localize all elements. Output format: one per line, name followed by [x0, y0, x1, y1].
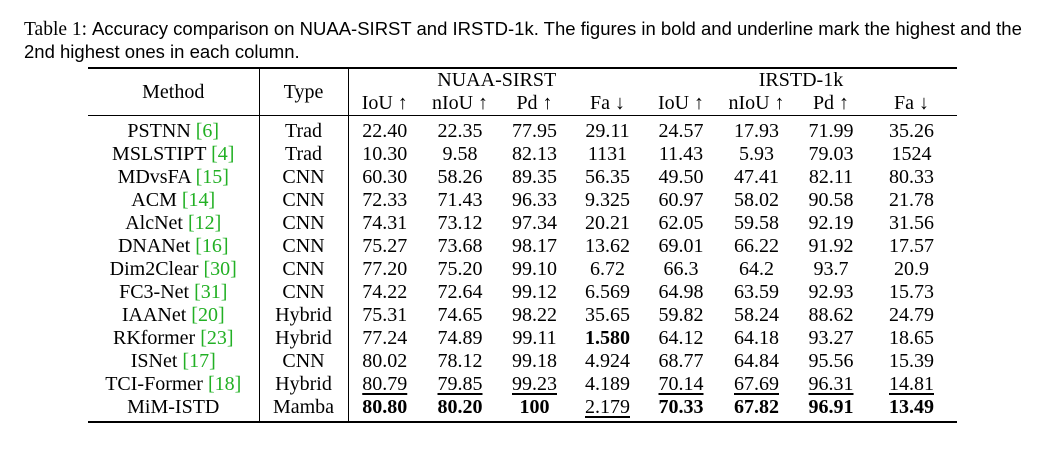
- value-text: 74.31: [362, 212, 408, 234]
- value-text: 80.20: [437, 396, 483, 418]
- value-text: 73.12: [437, 212, 483, 234]
- value-text: 71.99: [808, 120, 854, 142]
- type-cell: Trad: [259, 116, 348, 143]
- value-cell: [645, 166, 717, 189]
- method-cell: [88, 350, 259, 373]
- method-cell: [88, 235, 259, 258]
- value-cell: [796, 304, 866, 327]
- citation-link[interactable]: [23]: [200, 327, 234, 349]
- value-cell: [866, 189, 957, 212]
- value-cell: [866, 373, 957, 396]
- value-cell: [866, 304, 957, 327]
- value-cell: [717, 235, 796, 258]
- value-cell: [570, 350, 645, 373]
- method-cell: [88, 396, 259, 422]
- method-cell: [88, 304, 259, 327]
- citation-link[interactable]: [4]: [211, 143, 235, 165]
- type-cell: CNN: [259, 166, 348, 189]
- value-text: 58.26: [437, 166, 483, 188]
- value-text: 6.72: [590, 258, 625, 280]
- value-text: 91.92: [808, 235, 854, 257]
- value-text: 80.33: [889, 166, 934, 188]
- value-text: 80.80: [362, 396, 408, 418]
- table-caption: [24, 18, 1024, 64]
- value-cell: [717, 396, 796, 422]
- metric-header: IoU ↑: [657, 92, 705, 114]
- value-text: 100: [519, 396, 550, 418]
- value-text: 88.62: [808, 304, 854, 326]
- value-text: 59.58: [734, 212, 779, 234]
- value-text: 75.31: [362, 304, 408, 326]
- value-text: 21.78: [889, 189, 934, 211]
- accuracy-comparison-table: [88, 67, 957, 423]
- method-name: Dim2Clear: [109, 258, 199, 280]
- method-name: RKformer: [112, 327, 196, 349]
- value-text: 64.84: [734, 350, 779, 372]
- value-text: 80.02: [362, 350, 408, 372]
- value-cell: [499, 281, 570, 304]
- value-cell: [421, 304, 499, 327]
- value-cell: [348, 396, 421, 422]
- value-text: 58.02: [734, 189, 779, 211]
- value-cell: [717, 258, 796, 281]
- value-cell: [645, 143, 717, 166]
- value-text: 89.35: [512, 166, 557, 188]
- value-text: 67.82: [734, 396, 779, 418]
- value-text: 1.580: [585, 327, 630, 349]
- method-name: MSLSTIPT: [112, 143, 207, 165]
- value-cell: [866, 116, 957, 143]
- value-cell: [348, 327, 421, 350]
- value-text: 77.20: [362, 258, 408, 280]
- value-text: 77.24: [362, 327, 408, 349]
- value-text: 11.43: [658, 143, 704, 165]
- citation-link[interactable]: [31]: [194, 281, 228, 303]
- type-cell: CNN: [259, 258, 348, 281]
- value-cell: [796, 350, 866, 373]
- value-text: 64.12: [658, 327, 704, 349]
- value-cell: [499, 327, 570, 350]
- value-text: 4.189: [585, 373, 630, 395]
- value-text: 9.58: [442, 143, 478, 165]
- value-text: 10.30: [362, 143, 408, 165]
- value-text: 72.33: [362, 189, 408, 211]
- method-cell: [88, 281, 259, 304]
- value-cell: [645, 116, 717, 143]
- value-cell: [866, 235, 957, 258]
- value-cell: [717, 373, 796, 396]
- value-cell: [421, 189, 499, 212]
- value-text: 92.93: [808, 281, 854, 303]
- value-cell: [421, 235, 499, 258]
- citation-link[interactable]: [14]: [181, 189, 216, 211]
- value-cell: [717, 143, 796, 166]
- method-name: FC3-Net: [119, 281, 190, 303]
- table-body: [88, 116, 957, 422]
- value-text: 31.56: [889, 212, 934, 234]
- type-cell: Hybrid: [259, 304, 348, 327]
- value-text: 59.82: [658, 304, 704, 326]
- value-text: 79.03: [808, 143, 854, 165]
- value-cell: [796, 327, 866, 350]
- value-text: 99.11: [512, 327, 557, 349]
- value-text: 62.05: [658, 212, 704, 234]
- citation-link[interactable]: [6]: [195, 120, 220, 142]
- value-cell: [421, 327, 499, 350]
- value-cell: [645, 327, 717, 350]
- value-text: 93.27: [808, 327, 854, 349]
- irstd-1k-header: IRSTD-1k: [758, 69, 844, 91]
- method-name: ACM: [131, 189, 177, 211]
- value-cell: [421, 350, 499, 373]
- method-name: AlcNet: [125, 212, 183, 234]
- value-cell: [348, 143, 421, 166]
- method-cell: [88, 258, 259, 281]
- value-cell: [570, 304, 645, 327]
- value-text: 80.79: [362, 373, 408, 395]
- value-cell: [570, 327, 645, 350]
- value-cell: [421, 373, 499, 396]
- value-text: 78.12: [437, 350, 483, 372]
- value-cell: [866, 396, 957, 422]
- table-row: [88, 235, 957, 258]
- value-text: 22.35: [437, 120, 483, 142]
- value-cell: [645, 304, 717, 327]
- value-text: 35.26: [889, 120, 934, 142]
- table-row: [88, 373, 957, 396]
- value-text: 60.97: [658, 189, 704, 211]
- citation-link[interactable]: [12]: [187, 212, 222, 234]
- value-text: 93.7: [813, 258, 849, 280]
- value-text: 95.56: [808, 350, 854, 372]
- value-cell: [570, 258, 645, 281]
- value-text: 73.68: [437, 235, 483, 257]
- value-cell: [348, 189, 421, 212]
- value-cell: [796, 396, 866, 422]
- value-cell: [796, 143, 866, 166]
- value-cell: [717, 304, 796, 327]
- value-text: 1524: [891, 143, 932, 165]
- table-row: [88, 166, 957, 189]
- value-text: 99.18: [512, 350, 557, 372]
- value-text: 66.3: [663, 258, 699, 280]
- value-cell: [645, 235, 717, 258]
- type-cell: Hybrid: [259, 327, 348, 350]
- method-cell: [88, 143, 259, 166]
- table-row: [88, 281, 957, 304]
- value-cell: [866, 143, 957, 166]
- value-text: 71.43: [437, 189, 483, 211]
- method-cell: [88, 116, 259, 143]
- value-text: 17.57: [889, 235, 934, 257]
- value-cell: [348, 281, 421, 304]
- value-cell: [866, 212, 957, 235]
- table-row: [88, 350, 957, 373]
- value-cell: [421, 281, 499, 304]
- value-cell: [499, 189, 570, 212]
- value-cell: [645, 281, 717, 304]
- value-cell: [645, 189, 717, 212]
- value-cell: [421, 143, 499, 166]
- value-text: 72.64: [437, 281, 483, 303]
- method-name: ISNet: [130, 350, 178, 372]
- type-cell: CNN: [259, 212, 348, 235]
- table-row: [88, 258, 957, 281]
- value-text: 66.22: [734, 235, 779, 257]
- value-cell: [570, 166, 645, 189]
- value-cell: [348, 116, 421, 143]
- value-text: 49.50: [658, 166, 704, 188]
- value-cell: [645, 258, 717, 281]
- value-cell: [866, 281, 957, 304]
- value-text: 99.23: [512, 373, 557, 395]
- value-text: 99.12: [512, 281, 557, 303]
- value-text: 92.19: [808, 212, 854, 234]
- table-row: [88, 143, 957, 166]
- citation-link[interactable]: [17]: [182, 350, 216, 372]
- value-text: 13.49: [889, 396, 934, 418]
- value-text: 4.924: [585, 350, 630, 372]
- value-text: 14.81: [889, 373, 934, 395]
- value-text: 96.31: [808, 373, 854, 395]
- value-cell: [421, 116, 499, 143]
- value-cell: [348, 166, 421, 189]
- metric-header: Pd ↑: [812, 92, 850, 114]
- value-cell: [866, 327, 957, 350]
- value-text: 79.85: [437, 373, 483, 395]
- value-text: 2.179: [585, 396, 630, 418]
- value-cell: [348, 350, 421, 373]
- citation-link[interactable]: [18]: [207, 373, 242, 395]
- value-text: 70.33: [658, 396, 704, 418]
- value-cell: [717, 189, 796, 212]
- value-text: 68.77: [658, 350, 704, 372]
- value-cell: [348, 235, 421, 258]
- value-text: 15.39: [889, 350, 934, 372]
- type-cell: Hybrid: [259, 373, 348, 396]
- value-cell: [717, 281, 796, 304]
- value-text: 74.89: [437, 327, 483, 349]
- metric-header: Pd ↑: [516, 92, 553, 114]
- value-text: 98.22: [512, 304, 557, 326]
- value-text: 18.65: [889, 327, 934, 349]
- caption-label: Table 1:: [24, 19, 88, 40]
- value-text: 47.41: [734, 166, 779, 188]
- value-cell: [645, 396, 717, 422]
- value-text: 20.9: [894, 258, 929, 280]
- value-cell: [645, 373, 717, 396]
- value-text: 58.24: [734, 304, 779, 326]
- value-cell: [421, 166, 499, 189]
- value-cell: [570, 396, 645, 422]
- value-text: 64.18: [734, 327, 779, 349]
- value-text: 1131: [587, 143, 628, 165]
- value-text: 5.93: [739, 143, 774, 165]
- value-text: 15.73: [889, 281, 934, 303]
- value-cell: [348, 373, 421, 396]
- header-row-1: [88, 69, 957, 92]
- value-cell: [348, 212, 421, 235]
- type-cell: CNN: [259, 281, 348, 304]
- value-text: 82.13: [512, 143, 557, 165]
- value-text: 90.58: [808, 189, 854, 211]
- citation-link[interactable]: [16]: [195, 235, 229, 257]
- value-cell: [717, 166, 796, 189]
- value-text: 17.93: [734, 120, 779, 142]
- metric-header: Fa ↓: [894, 92, 929, 114]
- caption-text: Accuracy comparison on NUAA-SIRST and IRSTD-1k. The figures in bold and underline mark the highest and the 2nd highest ones in each column.: [24, 18, 1022, 62]
- citation-link[interactable]: [30]: [203, 258, 237, 280]
- method-header: Method: [142, 80, 205, 103]
- method-name: PSTNN: [127, 120, 191, 142]
- value-text: 98.17: [512, 235, 557, 257]
- table-row: [88, 304, 957, 327]
- value-text: 29.11: [585, 120, 630, 142]
- value-cell: [796, 373, 866, 396]
- value-text: 70.14: [658, 373, 704, 395]
- value-text: 74.65: [437, 304, 483, 326]
- value-text: 74.22: [362, 281, 408, 303]
- type-cell: Trad: [259, 143, 348, 166]
- type-cell: Mamba: [259, 396, 348, 422]
- method-cell: [88, 166, 259, 189]
- value-cell: [570, 373, 645, 396]
- value-cell: [570, 143, 645, 166]
- value-cell: [717, 212, 796, 235]
- value-cell: [421, 212, 499, 235]
- nuaa-sirst-header: NUAA-SIRST: [348, 69, 645, 92]
- value-text: 82.11: [808, 166, 854, 188]
- value-text: 99.10: [512, 258, 557, 280]
- value-cell: [717, 116, 796, 143]
- citation-link[interactable]: [15]: [195, 166, 229, 188]
- metric-header: IoU ↑: [348, 92, 421, 116]
- method-name: TCI-Former: [105, 373, 203, 395]
- value-text: 96.33: [512, 189, 557, 211]
- value-cell: [570, 189, 645, 212]
- value-text: 13.62: [585, 235, 630, 257]
- metric-header: Fa ↓: [590, 92, 625, 114]
- value-text: 97.34: [512, 212, 557, 234]
- method-cell: [88, 373, 259, 396]
- method-cell: [88, 189, 259, 212]
- value-cell: [421, 396, 499, 422]
- value-cell: [796, 166, 866, 189]
- value-cell: [499, 373, 570, 396]
- value-cell: [570, 116, 645, 143]
- value-text: 24.79: [889, 304, 934, 326]
- value-cell: [499, 143, 570, 166]
- value-cell: [796, 212, 866, 235]
- value-text: 60.30: [362, 166, 408, 188]
- value-cell: [866, 350, 957, 373]
- results-table-container: [88, 67, 957, 423]
- value-cell: [499, 212, 570, 235]
- type-cell: CNN: [259, 189, 348, 212]
- value-cell: [645, 212, 717, 235]
- value-cell: [866, 258, 957, 281]
- table-row: [88, 396, 957, 422]
- value-cell: [499, 304, 570, 327]
- value-text: 69.01: [658, 235, 704, 257]
- method-cell: [88, 327, 259, 350]
- value-cell: [717, 327, 796, 350]
- value-cell: [499, 258, 570, 281]
- table-row: [88, 189, 957, 212]
- value-text: 75.27: [362, 235, 408, 257]
- value-cell: [499, 350, 570, 373]
- value-cell: [796, 116, 866, 143]
- value-cell: [570, 281, 645, 304]
- value-text: 20.21: [585, 212, 630, 234]
- value-cell: [645, 350, 717, 373]
- method-name: MiM-ISTD: [127, 396, 220, 418]
- table-row: [88, 116, 957, 143]
- type-header: Type: [259, 69, 348, 116]
- value-text: 96.91: [808, 396, 854, 418]
- type-cell: CNN: [259, 350, 348, 373]
- value-text: 77.95: [512, 120, 557, 142]
- table-row: [88, 212, 957, 235]
- value-cell: [717, 350, 796, 373]
- value-cell: [499, 396, 570, 422]
- value-cell: [796, 189, 866, 212]
- value-cell: [570, 212, 645, 235]
- method-name: IAANet: [121, 304, 187, 326]
- value-cell: [570, 235, 645, 258]
- method-cell: [88, 212, 259, 235]
- value-text: 22.40: [362, 120, 408, 142]
- value-cell: [866, 166, 957, 189]
- value-cell: [796, 281, 866, 304]
- value-cell: [499, 235, 570, 258]
- method-name: MDvsFA: [117, 166, 191, 188]
- value-text: 75.20: [437, 258, 483, 280]
- value-text: 64.98: [658, 281, 704, 303]
- citation-link[interactable]: [20]: [191, 304, 225, 326]
- value-text: 6.569: [585, 281, 630, 303]
- metric-header: nIoU ↑: [728, 92, 785, 114]
- value-cell: [796, 258, 866, 281]
- value-cell: [499, 116, 570, 143]
- value-cell: [348, 258, 421, 281]
- value-cell: [421, 258, 499, 281]
- value-text: 63.59: [734, 281, 779, 303]
- value-cell: [348, 304, 421, 327]
- table-row: [88, 327, 957, 350]
- value-text: 9.325: [585, 189, 630, 211]
- method-name: DNANet: [117, 235, 191, 257]
- value-cell: [796, 235, 866, 258]
- value-text: 56.35: [585, 166, 630, 188]
- type-cell: CNN: [259, 235, 348, 258]
- value-text: 24.57: [658, 120, 704, 142]
- value-text: 64.2: [739, 258, 774, 280]
- value-text: 35.65: [585, 304, 630, 326]
- value-cell: [499, 166, 570, 189]
- metric-header: nIoU ↑: [431, 92, 489, 114]
- value-text: 67.69: [734, 373, 779, 395]
